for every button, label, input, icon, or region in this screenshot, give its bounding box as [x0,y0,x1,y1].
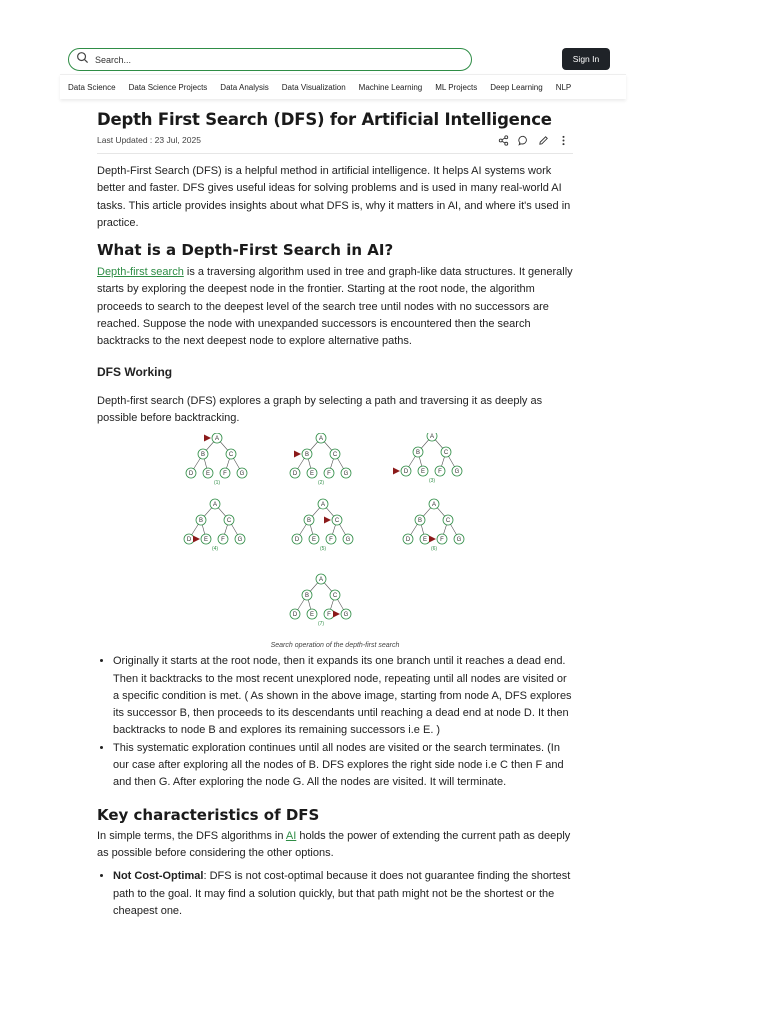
traversal-marker [333,611,340,618]
node-label: F [221,537,225,544]
node-label: E [203,537,209,544]
traversal-marker [393,468,400,475]
node-label: C [226,518,232,525]
node-label: D [186,537,192,544]
node-label: B [198,518,204,525]
list-item: • This systematic exploration continues until all nodes are visited or the search terminates. (In our case after exploring all the nodes of B. DFS explores the right side node i.e C then F and and then G. After exploring the node G. All the nodes are visited. It will terminate. [113,740,573,792]
node-label: E [309,471,315,478]
nav-item-data-science-projects[interactable]: Data Science Projects [128,82,208,92]
node-label: B [304,593,310,600]
panel-label: (2) [317,480,325,487]
dfs-link[interactable]: Depth-first search [97,266,184,279]
node-label: G [345,537,351,544]
traversal-marker [193,536,200,543]
nav-item-data-visualization[interactable]: Data Visualization [281,82,346,92]
node-label: C [445,518,451,525]
panel-label: (1) [213,480,221,487]
node-label: F [223,471,227,478]
dfs-diagram [97,433,573,643]
node-label: D [188,471,194,478]
node-label: B [304,452,310,459]
node-label: C [332,593,338,600]
panel-label: (3) [428,478,436,485]
node-label: A [212,502,218,509]
node-label: A [214,436,220,443]
node-label: E [309,612,315,619]
what-paragraph [97,264,573,350]
heading-dfs-working: DFS Working [97,364,173,379]
working-bullets [97,653,573,791]
dfs-figure [97,433,573,658]
node-label: G [343,612,349,619]
node-label: C [443,450,449,457]
node-label: F [440,537,444,544]
what-text: is a traversing algorithm used in tree and graph-like data structures. It generally starts by exploring the deepest node in the frontier. Starting at the root node, the algorithm proceeds to search to the deepest level of the search tree until nodes with no successors are reached. Suppose the node with unexpanded successors is encountered then the search backtracks to the next deepest node to explore alternative paths. [97,266,573,348]
more-icon[interactable] [557,134,569,146]
heading-key-characteristics: Key characteristics of DFS [97,805,320,824]
key-paragraph [97,828,573,863]
intro-paragraph: Depth-First Search (DFS) is a helpful method in artificial intelligence. It helps AI systems work better and faster. DFS gives useful ideas for solving problems and is used in many real-world AI tasks. This article provides insights about what DFS is, why it matters in AI, and where it's used in practice. [97,165,571,229]
search-icon [76,51,89,69]
traversal-marker [324,517,331,524]
node-label: F [327,612,331,619]
characteristic-label: Not Cost-Optimal [113,870,204,883]
node-label: G [343,471,349,478]
key-text-pre: In simple terms, the DFS algorithms in [97,829,286,842]
nav-item-data-science[interactable]: Data Science [68,82,116,92]
search-bar[interactable] [68,48,472,71]
panel-label: (5) [319,546,327,553]
node-label: C [332,452,338,459]
article [97,110,573,920]
node-label: B [306,518,312,525]
figure-caption: Search operation of the depth-first search [270,642,400,650]
topic-nav [60,74,626,99]
heading-what-is-dfs: What is a Depth-First Search in AI? [97,241,394,260]
node-label: E [205,471,211,478]
node-label: F [327,471,331,478]
node-label: C [228,452,234,459]
node-label: D [403,469,409,476]
last-updated: Last Updated : 23 Jul, 2025 [97,135,201,145]
sign-in-button[interactable]: Sign In [562,48,610,70]
node-label: F [438,469,442,476]
node-label: D [292,612,298,619]
article-meta [97,134,573,154]
traversal-marker [204,435,211,442]
search-input[interactable] [95,55,455,65]
node-label: F [329,537,333,544]
node-label: G [456,537,462,544]
node-label: D [292,471,298,478]
nav-item-ml-projects[interactable]: ML Projects [435,82,478,92]
characteristics-list [97,868,573,920]
node-label: A [318,436,324,443]
node-label: G [239,471,245,478]
panel-label: (7) [317,621,325,628]
share-icon[interactable] [497,134,509,146]
node-label: D [294,537,300,544]
panel-label: (6) [430,546,438,553]
nav-item-deep-learning[interactable]: Deep Learning [490,82,543,92]
node-label: G [237,537,243,544]
node-label: A [318,577,324,584]
comment-icon[interactable] [517,134,529,146]
node-label: D [405,537,411,544]
key-text-post: holds the power of extending the current path as deeply as possible before considering the other options. [97,829,571,859]
node-label: G [454,469,460,476]
node-label: A [320,502,326,509]
node-label: E [422,537,428,544]
nav-item-nlp[interactable]: NLP [555,82,572,92]
node-label: C [334,518,340,525]
characteristic-text: : DFS is not cost-optimal because it does not guarantee finding the shortest path to the goal. It may find a solution quickly, but that path might not be the shortest or the cheapest one. [113,870,571,917]
article-actions [497,134,569,146]
list-item: • Originally it starts at the root node, then it expands its one branch until it reaches a dead end. Then it backtracks to the most recent unexplored node, repeating until all nodes are visited or a specific condition is met. ( As shown in the above image, starting from node A, DFS explores its successor B, then proceeds to its descendants until reaching a dead end at node D. It then backtracks to node B and explores its remaining successors i.e E. ) [113,653,573,739]
node-label: B [417,518,423,525]
nav-item-data-analysis[interactable]: Data Analysis [220,82,269,92]
list-item [113,868,573,920]
node-label: E [420,469,426,476]
node-label: A [431,502,437,509]
working-paragraph: Depth-first search (DFS) explores a graph by selecting a path and traversing it as deeply as possible before backtracking. [97,394,543,424]
node-label: B [200,452,206,459]
traversal-marker [429,536,436,543]
traversal-marker [294,451,301,458]
page-title: Depth First Search (DFS) for Artificial Intelligence [97,110,552,129]
panel-label: (4) [211,546,219,553]
edit-icon[interactable] [537,134,549,146]
ai-link[interactable]: AI [285,829,297,842]
nav-item-machine-learning[interactable]: Machine Learning [358,82,423,92]
node-label: E [311,537,317,544]
node-label: B [415,450,421,457]
node-label: A [429,434,435,441]
